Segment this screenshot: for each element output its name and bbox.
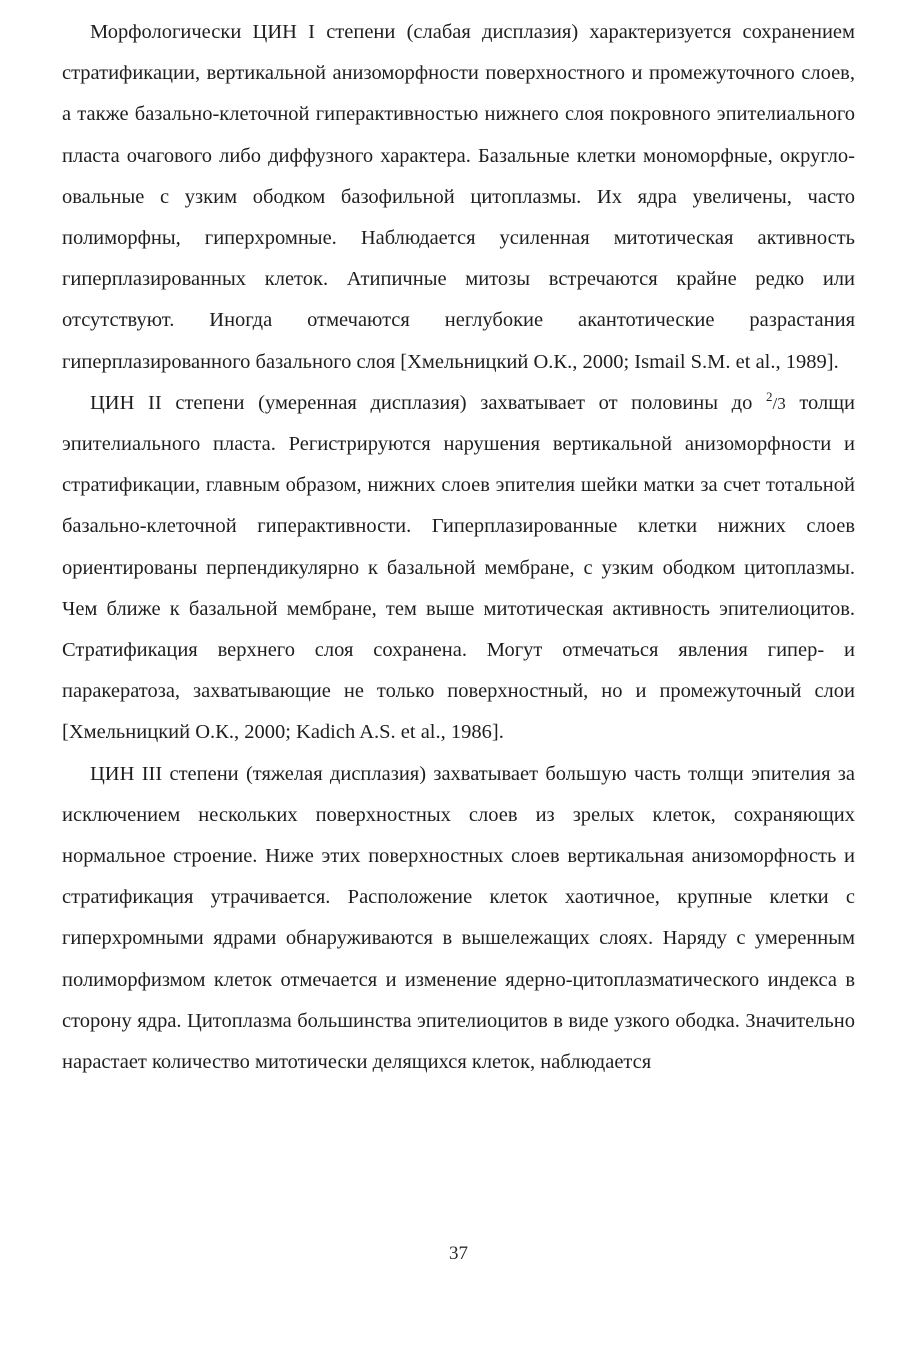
paragraph-cin-1: Морфологически ЦИН I степени (слабая дисплазия) характеризуется сохранением стратификации, вертикальной анизоморфности поверхностного и промежуточного слоев, а также базально-клеточной гиперактивностью нижнего слоя покровного эпителиального пласта очагового либо диффузного характера. Базальные клетки мономорфные, округло-овальные с узким ободком базофильной цитоплазмы. Их ядра увеличены, часто полиморфны, гиперхромные. Наблюдается усиленная митотическая активность гиперплазированных клеток. Атипичные митозы встречаются крайне редко или отсутствуют. Иногда отмечаются неглубокие акантотические разрастания гиперплазированного базального слоя [Хмельницкий О.К., 2000; Ismail S.M. et al., 1989]. xyxy=(62,21,855,373)
paragraph-cin-2-end: толщи эпителиального пласта. Регистрируются нарушения вертикальной анизоморфности и стратификации, главным образом, нижних слоев эпителия шейки матки за счет тотальной базально-клеточной гиперактивности. Гиперплазированные клетки нижних слоев ориентированы перпендикулярно к базальной мембране, с узким ободком цитоплазмы. Чем ближе к базальной мембране, тем выше митотическая активность эпителиоцитов. Стратификация верхнего слоя сохранена. Могут отмечаться явления гипер- и паракератоза, захватывающие не только поверхностный, но и промежуточный слои [Хмельницкий О.К., 2000; Kadich A.S. et al., 1986]. xyxy=(62,391,855,744)
fraction-denominator: /3 xyxy=(772,393,786,413)
paragraph-cin-2 xyxy=(62,383,855,754)
page-number: 37 xyxy=(449,1243,468,1264)
paragraph-cin-3: ЦИН III степени (тяжелая дисплазия) захватывает большую часть толщи эпителия за исключением нескольких поверхностных слоев из зрелых клеток, сохраняющих нормальное строение. Ниже этих поверхностных слоев вертикальная анизоморфность и стратификация утрачивается. Расположение клеток хаотичное, крупные клетки с гиперхромными ядрами обнаруживаются в вышележащих слоях. Наряду с умеренным полиморфизмом клеток отмечается и изменение ядерно-цитоплазматического индекса в сторону ядра. Цитоплазма большинства эпителиоцитов в виде узкого ободка. Значительно нарастает количество митотически делящихся клеток, наблюдается xyxy=(62,762,855,1074)
paragraph-cin-2-start: ЦИН II степени (умеренная дисплазия) захватывает от половины до xyxy=(90,391,766,414)
fraction-numerator: 2 xyxy=(765,388,773,404)
body-text xyxy=(62,12,855,1083)
